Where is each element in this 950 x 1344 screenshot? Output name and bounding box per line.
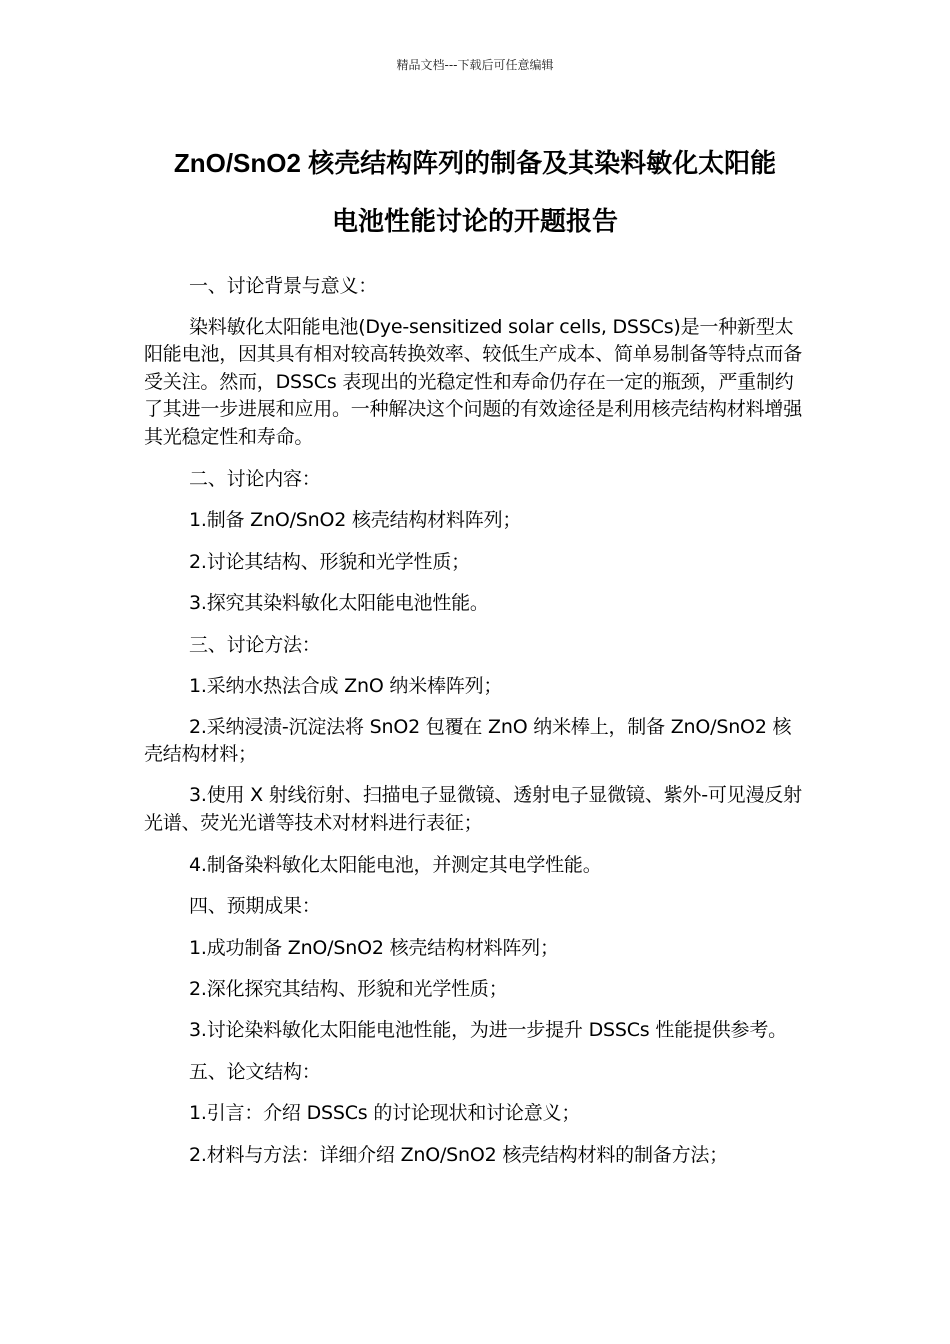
list-item: 2.采纳浸渍-沉淀法将 SnO2 包覆在 ZnO 纳米棒上，制备 ZnO/SnO2 核壳结构材料； xyxy=(144,715,792,765)
document-title xyxy=(120,134,830,250)
section-heading-background: 一、讨论背景与意义： xyxy=(189,275,378,297)
section-heading-methods: 三、讨论方法： xyxy=(189,633,321,656)
page-header: 精品文档---下载后可任意编辑 xyxy=(396,58,554,72)
paragraph-background: 染料敏化太阳能电池(Dye-sensitized solar cells, DSSCs)是一种新型太阳能电池，因其具有相对较高转换效率、较低生产成本、简单易制备等特点而备受关注。然而，DSSCs 表现出的光稳定性和寿命仍存在一定的瓶颈，严重制约了其进一步进展和应用。一种解决这个问题的有效途径是利用核壳结构材料增强其光稳定性和寿命。 xyxy=(144,315,803,448)
list-item: 1.制备 ZnO/SnO2 核壳结构材料阵列； xyxy=(189,509,522,531)
list-item: 4.制备染料敏化太阳能电池，并测定其电学性能。 xyxy=(189,853,602,876)
list-item: 1.引言：介绍 DSSCs 的讨论现状和讨论意义； xyxy=(189,1102,581,1124)
title-line-1: ZnO/SnO2 核壳结构阵列的制备及其染料敏化太阳能 xyxy=(173,148,777,178)
list-item: 3.使用 X 射线衍射、扫描电子显微镜、透射电子显微镜、紫外-可见漫反射光谱、荧光光谱等技术对材料进行表征； xyxy=(144,784,802,834)
list-item: 2.深化探究其结构、形貌和光学性质； xyxy=(189,978,508,1000)
section-heading-outcomes: 四、预期成果： xyxy=(189,895,321,917)
section-heading-content: 二、讨论内容： xyxy=(189,467,321,490)
document-body xyxy=(144,272,806,1182)
list-item: 1.采纳水热法合成 ZnO 纳米棒阵列； xyxy=(189,675,503,697)
section-heading-structure: 五、论文结构： xyxy=(189,1060,321,1083)
list-item: 1.成功制备 ZnO/SnO2 核壳结构材料阵列； xyxy=(189,936,559,959)
list-item: 2.讨论其结构、形貌和光学性质； xyxy=(189,550,470,573)
title-line-2: 电池性能讨论的开题报告 xyxy=(331,206,618,236)
list-item: 3.探究其染料敏化太阳能电池性能。 xyxy=(189,592,489,614)
list-item: 2.材料与方法：详细介绍 ZnO/SnO2 核壳结构材料的制备方法； xyxy=(189,1143,728,1166)
list-item: 3.讨论染料敏化太阳能电池性能，为进一步提升 DSSCs 性能提供参考。 xyxy=(189,1018,787,1041)
